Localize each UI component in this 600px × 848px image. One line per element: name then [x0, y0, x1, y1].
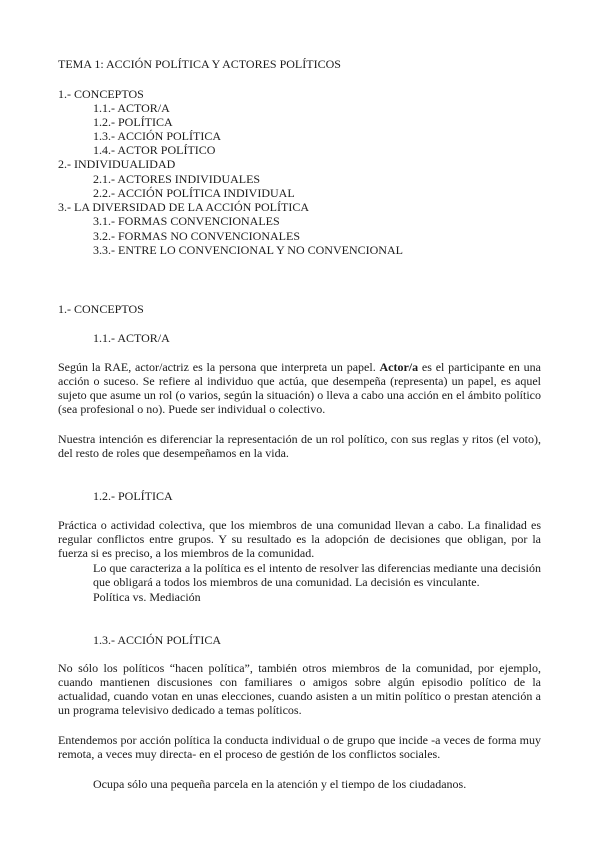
subsection-heading: 1.2.- POLÍTICA	[93, 489, 173, 503]
toc-item: 2.- INDIVIDUALIDAD	[58, 157, 176, 171]
indented-line: Política vs. Mediación	[93, 590, 201, 604]
subsection-heading: 1.3.- ACCIÓN POLÍTICA	[93, 633, 221, 647]
indented-line: Ocupa sólo una pequeña parcela en la atención y el tiempo de los ciudadanos.	[93, 777, 467, 791]
toc-item: 2.1.- ACTORES INDIVIDUALES	[93, 172, 261, 186]
toc-item: 1.4.- ACTOR POLÍTICO	[93, 143, 216, 157]
toc-item: 1.- CONCEPTOS	[58, 87, 144, 101]
indented-paragraph: Lo que caracteriza a la política es el intento de resolver las diferencias mediante una decisión que obligará a todos los miembros de una comunidad. La decisión es vinculante.	[93, 561, 541, 589]
toc-item: 1.2.- POLÍTICA	[93, 115, 173, 129]
toc-item: 2.2.- ACCIÓN POLÍTICA INDIVIDUAL	[93, 186, 295, 200]
toc-item: 3.3.- ENTRE LO CONVENCIONAL Y NO CONVENCIONAL	[93, 243, 403, 257]
toc-item: 1.3.- ACCIÓN POLÍTICA	[93, 129, 221, 143]
paragraph: Nuestra intención es diferenciar la representación de un rol político, con sus reglas y ritos (el voto), del resto de roles que desempeñamos en la vida.	[58, 432, 541, 460]
paragraph: No sólo los políticos “hacen política”, también otros miembros de la comunidad, por ejemplo, cuando mantienen discusiones con familiares o amigos sobre algún episodio político de la actualidad, cuando votan en unas elecciones, cuando asisten a un mitin político o prestan atención a un programa televisivo dedicado a temas políticos.	[58, 661, 541, 717]
bold-term: Actor/a	[379, 360, 419, 374]
toc-item: 3.- LA DIVERSIDAD DE LA ACCIÓN POLÍTICA	[58, 200, 309, 214]
subsection-heading: 1.1.- ACTOR/A	[93, 331, 170, 345]
paragraph: Según la RAE, actor/actriz es la persona que interpreta un papel. Actor/a es el participante en una acción o suceso. Se refiere al individuo que actúa, que desempeña (representa) un papel, es aquel sujeto que asume un rol (o varios, según la situación) o lleva a cabo una acción en el ámbito político (sea profesional o no). Puede ser individual o colectivo.	[58, 360, 541, 416]
document-title: TEMA 1: ACCIÓN POLÍTICA Y ACTORES POLÍTICOS	[58, 57, 341, 71]
toc-item: 1.1.- ACTOR/A	[93, 101, 170, 115]
toc-item: 3.2.- FORMAS NO CONVENCIONALES	[93, 229, 301, 243]
toc-item: 3.1.- FORMAS CONVENCIONALES	[93, 214, 280, 228]
paragraph: Práctica o actividad colectiva, que los miembros de una comunidad llevan a cabo. La finalidad es regular conflictos entre grupos. Y su resultado es la adopción de decisiones que obligan, por la fuerza si es preciso, a los miembros de la comunidad.	[58, 518, 541, 560]
section-heading: 1.- CONCEPTOS	[58, 302, 144, 316]
paragraph: Entendemos por acción política la conducta individual o de grupo que incide -a veces de forma muy remota, a veces muy directa- en el proceso de gestión de los conflictos sociales.	[58, 733, 541, 761]
